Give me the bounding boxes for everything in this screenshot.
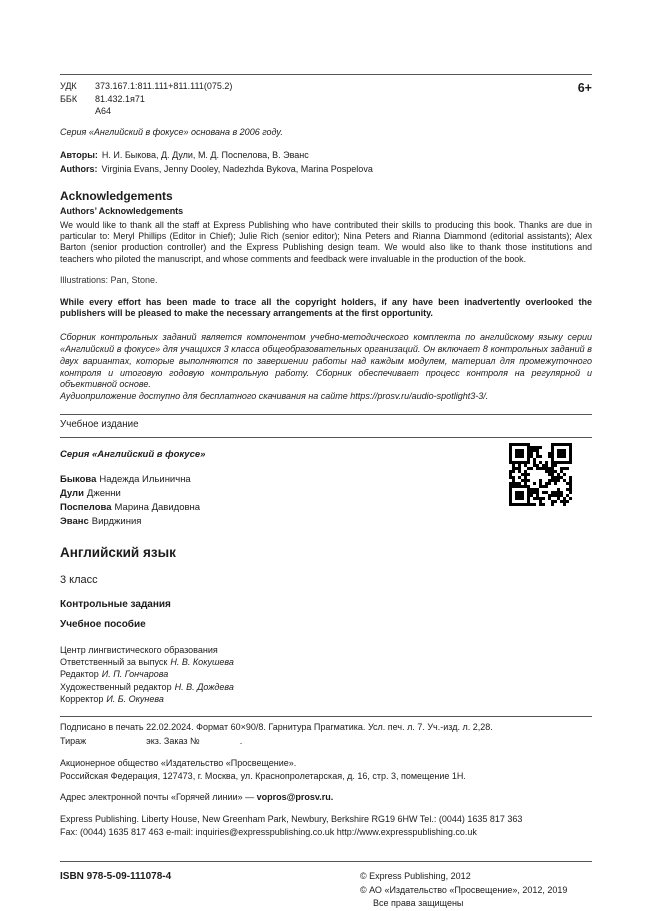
- udk-bbk-block: [60, 80, 232, 118]
- staff-role: Корректор: [60, 693, 104, 704]
- annotation-paragraph: Сборник контрольных заданий является компонентом учебно-методического комплекта по английскому языку серии «Английский в фокусе» для учащихся 3 класса общеобразовательных организаций. Он включает 8 контрольных заданий в двух вариантах, которые выполняются по завершении работы над каждым модулем, материал для промежуточного контроля и итоговую годовую контрольную работу. Сборник обеспечивает процесс контроля на регулярной и объективной основе.: [60, 331, 592, 390]
- staff-role-line: [60, 681, 592, 693]
- edition-authors-block: [60, 449, 205, 528]
- print-run-line: [60, 736, 592, 748]
- editorial-staff-block: [60, 644, 592, 705]
- acknowledgements-title: Acknowledgements: [60, 188, 173, 203]
- copyright-holders-note: While every effort has been made to trace all the copyright holders, if any have been inadvertently overlooked the publishers will be pleased to make the necessary arrangements at the first opportunity.: [60, 296, 592, 319]
- copyright-column: [360, 870, 595, 911]
- publisher-name: Акционерное общество «Издательство «Просвещение».: [60, 758, 297, 769]
- edition-author: [60, 515, 205, 529]
- audio-download-note[interactable]: Аудиоприложение доступно для бесплатного скачивания на сайте https://prosv.ru/audio-spotlight3-3/.: [60, 391, 489, 402]
- express-publishing-block: [60, 813, 592, 838]
- book-title: Английский язык: [60, 545, 176, 561]
- top-rule: [60, 74, 592, 75]
- book-subtitle-1: Контрольные задания: [60, 599, 171, 611]
- authors-block: [60, 149, 592, 175]
- authors-ru-names: Н. И. Быкова, Д. Дули, М. Д. Поспелова, В. Эванс: [101, 150, 309, 161]
- linguistic-center: Центр лингвистического образования: [60, 645, 218, 656]
- staff-name: И. П. Гончарова: [101, 669, 169, 680]
- qr-code: [509, 443, 572, 510]
- copyright-express: © Express Publishing, 2012: [360, 871, 471, 882]
- isbn-rule: [60, 861, 592, 862]
- order-label: экз. Заказ №: [146, 735, 200, 746]
- author-name: Дженни: [86, 488, 121, 499]
- author-name: Вирджиния: [91, 515, 142, 527]
- staff-role-line: [60, 693, 592, 705]
- edition-rule-bottom: [60, 437, 592, 438]
- edition-author: [60, 501, 205, 515]
- bbk-value: 81.432.1я71: [95, 93, 145, 104]
- staff-role-line: [60, 656, 592, 668]
- authors-en-label: Authors:: [60, 163, 98, 174]
- express-contacts-line[interactable]: Fax: (0044) 1635 817 463 e-mail: inquiries@expresspublishing.co.uk http://www.expresspublishing.co.uk: [60, 826, 477, 837]
- book-subtitle-2: Учебное пособие: [60, 619, 146, 631]
- order-dot: .: [239, 735, 243, 746]
- authors-en-names: Virginia Evans, Jenny Dooley, Nadezhda Bykova, Marina Pospelova: [101, 163, 373, 174]
- author-name: Марина Давидовна: [114, 501, 201, 513]
- grade-label: 3 класс: [60, 573, 98, 586]
- acknowledgements-body: We would like to thank all the staff at Express Publishing who have contributed their skills to producing this book. Thanks are due in particular to: Meryl Phillips (Editor in Chief); Julie Rich (senior editor); Nina Peters and Rianna Diammond (editorial assistants); Alex Barton (senior production controller) and the Express Publishing design team. We would also like to thank those institutions and teachers who piloted the manuscript, and whose comments and feedback were invaluable in the production of the book.: [60, 219, 592, 264]
- udk-line: [60, 80, 232, 93]
- authors-ru-line: [60, 149, 592, 162]
- publisher-block: [60, 757, 592, 782]
- udk-label: УДК: [60, 81, 77, 91]
- age-badge: 6+: [577, 81, 592, 95]
- acknowledgements-subtitle: Authors’ Acknowledgements: [60, 206, 184, 217]
- author-code: А64: [95, 106, 112, 117]
- rights-reserved: Все права защищены: [373, 898, 464, 909]
- edition-series-title: Серия «Английский в фокусе»: [60, 448, 206, 460]
- edition-type: Учебное издание: [60, 419, 139, 431]
- authors-en-line: [60, 163, 592, 176]
- isbn: ISBN 978-5-09-111078-4: [60, 871, 172, 883]
- express-address-line: Express Publishing. Liberty House, New Greenham Park, Newbury, Berkshire RG19 6HW Tel.: (0044) 1635 817 363: [60, 814, 523, 825]
- staff-role: Редактор: [60, 669, 99, 680]
- bbk-label: ББК: [60, 93, 78, 104]
- edition-author: [60, 487, 205, 501]
- udk-value: 373.167.1:811.111+811.111(075.2): [95, 81, 233, 91]
- author-surname: Поспелова: [60, 501, 112, 513]
- staff-role-line: [60, 668, 592, 680]
- series-founded-note: Серия «Английский в фокусе» основана в 2006 году.: [60, 126, 283, 137]
- hotline-label: Адрес электронной почты «Горячей линии» —: [60, 792, 255, 803]
- hotline-email-link[interactable]: vopros@prosv.ru.: [256, 792, 334, 803]
- staff-name: Н. В. Дождева: [174, 681, 234, 692]
- edition-type-band: [60, 414, 592, 438]
- author-surname: Дули: [60, 488, 84, 499]
- footer-row: [60, 870, 592, 911]
- bbk-line: [60, 93, 232, 106]
- illustrations-credit: Illustrations: Pan, Stone.: [60, 274, 158, 285]
- edition-authors-list: [60, 473, 205, 528]
- staff-name: Н. В. Кокушева: [170, 657, 234, 668]
- author-surname: Быкова: [60, 474, 97, 486]
- staff-role: Ответственный за выпуск: [60, 657, 168, 668]
- bibliographic-meta: [60, 80, 592, 118]
- author-surname: Эванс: [60, 515, 89, 527]
- author-code-line: [60, 105, 232, 118]
- copyright-prosveshchenie: © АО «Издательство «Просвещение», 2012, 2019: [360, 884, 568, 895]
- print-run-label: Тираж: [60, 735, 87, 746]
- edition-author: [60, 473, 205, 487]
- author-name: Надежда Ильинична: [99, 474, 191, 486]
- staff-role: Художественный редактор: [60, 681, 172, 692]
- publisher-address: Российская Федерация, 127473, г. Москва, ул. Краснопролетарская, д. 16, стр. 3, помещение 1Н.: [60, 770, 466, 781]
- authors-ru-label: Авторы:: [60, 150, 98, 161]
- edition-authors-row: [60, 449, 592, 528]
- hotline-line: [60, 792, 592, 804]
- print-info-rule: [60, 716, 592, 717]
- staff-name: И. Б. Окунева: [106, 693, 164, 704]
- print-specs-line: Подписано в печать 22.02.2024. Формат 60×90/8. Гарнитура Прагматика. Усл. печ. л. 7. Уч.-изд. л. 2,28.: [60, 721, 493, 732]
